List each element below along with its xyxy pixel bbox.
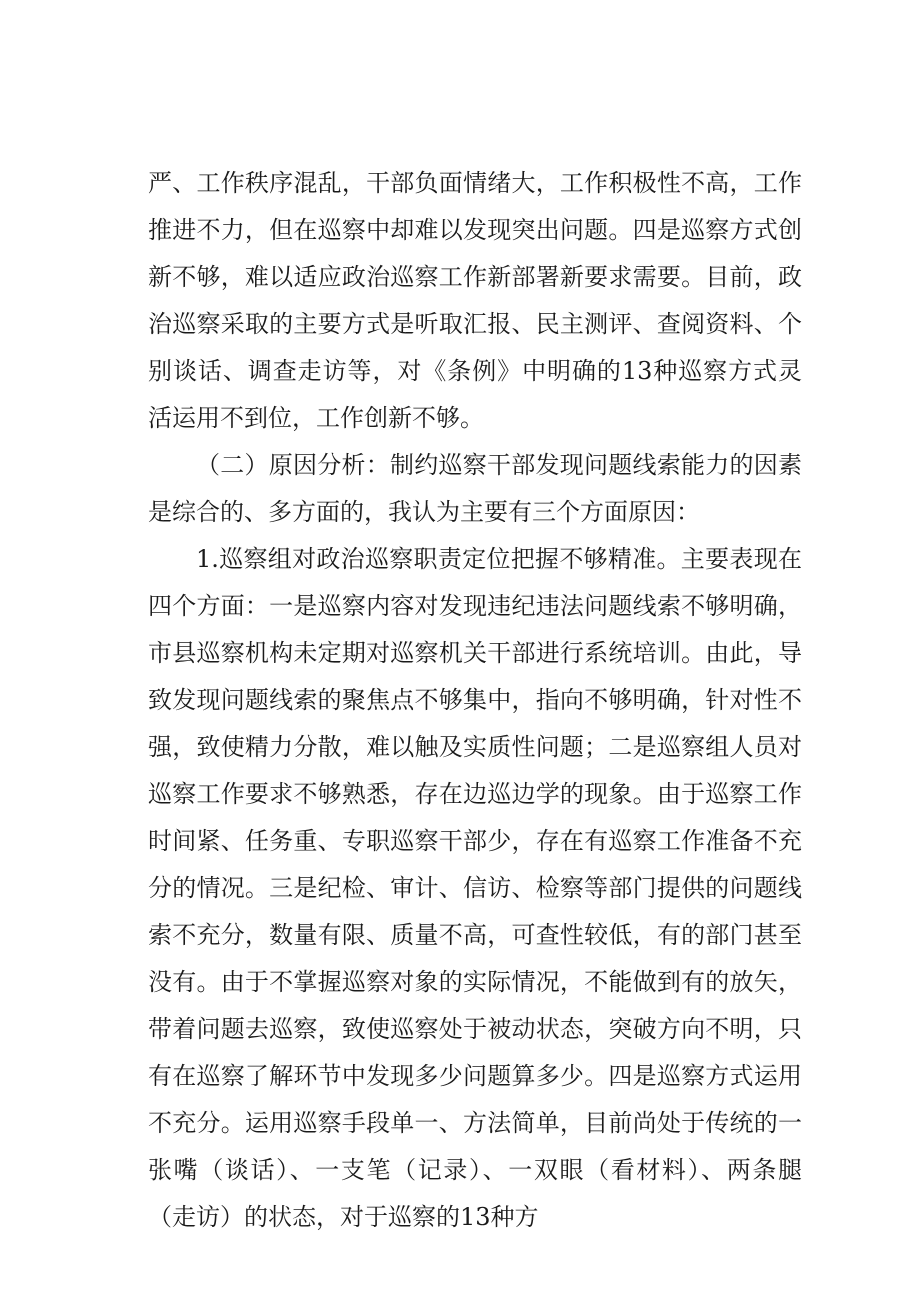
paragraph-continuation: 严、工作秩序混乱，干部负面情绪大，工作积极性不高，工作推进不力，但在巡察中却难以发现突出问题。四是巡察方式创新不够，难以适应政治巡察工作新部署新要求需要。目前，政治巡察采取的主要方式是听取汇报、民主测评、查阅资料、个别谈话、调查走访等，对《条例》中明确的13种巡察方式灵活运用不到位，工作创新不够。 [148,169,802,432]
paragraph-point-one: 1.巡察组对政治巡察职责定位把握不够精准。主要表现在四个方面：一是巡察内容对发现违纪违法问题线索不够明确，市县巡察机构未定期对巡察机关干部进行系统培训。由此，导致发现问题线索的聚焦点不够集中，指向不够明确，针对性不强，致使精力分散，难以触及实质性问题；二是巡察组人员对巡察工作要求不够熟悉，存在边巡边学的现象。由于巡察工作时间紧、任务重、专职巡察干部少，存在有巡察工作准备不充分的情况。三是纪检、审计、信访、检察等部门提供的问题线索不充分，数量有限、质量不高，可查性较低，有的部门甚至没有。由于不掌握巡察对象的实际情况，不能做到有的放矢，带着问题去巡察，致使巡察处于被动状态，突破方向不明，只有在巡察了解环节中发现多少问题算多少。四是巡察方式运用不充分。运用巡察手段单一、方法简单，目前尚处于传统的一张嘴（谈话）、一支笔（记录）、一双眼（看材料）、两条腿（走访）的状态，对于巡察的13种方 [148,545,802,1231]
body-text [148,160,802,1241]
paragraph-cause-analysis: （二）原因分析：制约巡察干部发现问题线索能力的因素是综合的、多方面的，我认为主要有三个方面原因： [148,451,802,526]
